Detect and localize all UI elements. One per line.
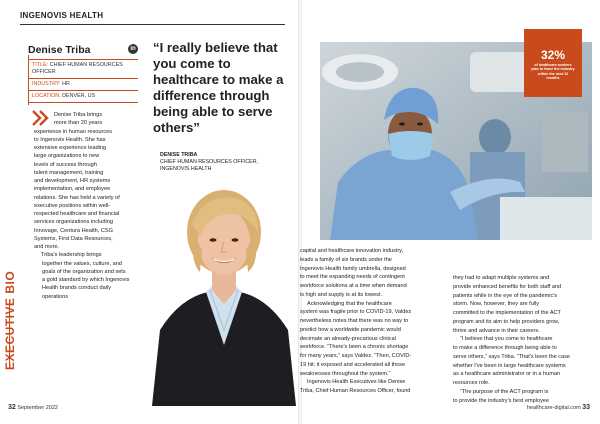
body-line: is high and supply is at its lowest. (300, 291, 383, 298)
body-line: leads a family of six brands under the (300, 256, 392, 263)
body-column-1 (300, 247, 443, 396)
bio-line: Innovage, Centura Health, CSG (34, 227, 113, 234)
bio-title-row (28, 59, 138, 78)
bio-line: Triba's leadership brings (41, 252, 102, 259)
bio-line: Systems, First Data Resources, (34, 235, 113, 242)
body-line: workforce. “There's been a chronic shortage (300, 344, 409, 351)
body-line: as a healthcare administrator or in a human (453, 371, 560, 378)
bio-paragraph-1 (34, 111, 149, 251)
bio-line: large organizations to new (34, 153, 100, 160)
bio-paragraph-2 (34, 251, 149, 301)
body-line: Ingenovis Health Executives like Denise (307, 379, 406, 386)
brand-header: INGENOVIS HEALTH (20, 11, 104, 20)
body-line: decimate an already-precarious clinical (300, 335, 396, 342)
bio-line: and development, HR systems (34, 178, 111, 184)
location-value: DENVER, US (62, 93, 96, 99)
page-number-left: 32 (8, 404, 16, 411)
body-line: program and its aim to help providers grow, (453, 318, 560, 325)
body-line: capital and healthcare innovation industry, (300, 248, 404, 254)
body-line: committed to the implementation of the ACT (453, 310, 561, 316)
body-line: to make a difference through being able to (453, 345, 557, 351)
bio-line: Health brands conduct daily (42, 285, 112, 292)
body-paragraph (300, 300, 443, 379)
quote-org: INGENOVIS HEALTH (160, 166, 212, 172)
footer-date: September 2022 (17, 405, 58, 411)
body-line: serve others,” says Triba. “That's been the case (453, 353, 570, 360)
bio-line: experience in human resources (34, 128, 113, 135)
stat-caption: of healthcare workers plan to leave the industry within the next 12 months (531, 63, 575, 81)
body-line: provide enhanced benefits for both staff and (453, 283, 562, 290)
body-paragraph (300, 378, 443, 396)
header-rule (20, 24, 285, 25)
bio-line: goals of the organization and sets (42, 268, 126, 275)
bio-line: to Ingenovis Health. She has (34, 136, 106, 143)
bio-line: extensive experience leading (34, 145, 107, 151)
body-line: “I believe that you come to healthcare (460, 336, 553, 343)
bio-name: Denise Triba (28, 44, 91, 56)
bio-line: implementation, and employee (34, 186, 111, 193)
footer-right (527, 404, 590, 411)
body-line: for many years,” says Valdez. “Then, COVID- (300, 353, 412, 359)
body-line: to meet the expanding needs of contingent (300, 274, 405, 281)
bio-line: services organizations including (34, 219, 113, 226)
body-line: Triba, Chief Human Resources Officer, found (300, 388, 411, 394)
bio-line: executive positions within well- (34, 202, 111, 209)
body-line: “The purpose of the ACT program is (460, 388, 549, 395)
body-line: weaknesses throughout the system.” (300, 370, 391, 377)
body-paragraph (453, 335, 593, 388)
bio-line: together the values, culture, and (42, 260, 122, 267)
body-line: Ingenovis Health family umbrella, designed (300, 265, 406, 272)
title-value: CHIEF HUMAN RESOURCES OFFICER (32, 62, 123, 75)
page-number-right: 33 (582, 404, 590, 411)
bio-line: relations. She has held a variety of (34, 194, 120, 201)
body-line: workforce solutions at a time when demand (300, 283, 407, 289)
body-line: nevertheless notes that there was no way to (300, 318, 409, 324)
quote-attribution (160, 152, 300, 173)
body-line: whether I've been in large healthcare systems (453, 362, 566, 369)
body-line: resources role. (453, 380, 490, 386)
body-line: storm. Now, however, they are fully (453, 301, 540, 308)
industry-value: HR (62, 81, 70, 87)
quote-name: DENISE TRIBA (160, 152, 198, 158)
bio-line: and more. (34, 244, 60, 250)
stat-value: 32% (540, 48, 566, 62)
body-line: patients while in the eye of the pandemic's (453, 292, 558, 299)
body-line: Acknowledging that the healthcare (307, 300, 392, 307)
stat-box (524, 29, 582, 97)
bio-line: Denise Triba brings (54, 112, 103, 118)
bio-text (34, 111, 149, 301)
bio-line: operations (42, 293, 69, 300)
industry-label: INDUSTRY: (32, 81, 61, 87)
bio-line: a gold standard by which Ingenovis (42, 277, 130, 283)
title-label: TITLE: (32, 62, 49, 68)
bio-line: respected healthcare and financial (34, 211, 120, 217)
bio-line: more than 20 years (54, 120, 103, 127)
body-line: 19 hit; it exposed and accelerated all those (300, 361, 406, 368)
pull-quote: “I really believe that you come to healthcare to make a difference through being able to serve others” (153, 40, 284, 135)
portrait-photo (150, 180, 298, 406)
section-label: EXECUTIVE BIO (3, 270, 17, 370)
bio-card (28, 44, 138, 103)
quote-title: CHIEF HUMAN RESOURCES OFFICER, (160, 159, 258, 165)
body-line: predict how a worldwide pandemic would (300, 326, 401, 333)
linkedin-icon[interactable]: in (128, 44, 138, 54)
body-paragraph (453, 274, 593, 335)
bio-line: talent management, training (34, 169, 104, 176)
body-line: they had to adapt multiple systems and (453, 275, 550, 281)
body-column-2 (453, 274, 593, 405)
body-line: system was fragile prior to COVID-19, Valdez (300, 309, 412, 316)
body-paragraph (453, 388, 593, 406)
bio-line: levels of success through (34, 161, 97, 168)
body-line: to provide the industry's best employee (453, 397, 550, 404)
bio-location-row (28, 90, 138, 103)
body-line: thrive and advance in their careers. (453, 327, 540, 334)
footer-site: healthcare-digital.com (526, 405, 581, 411)
bio-industry-row (28, 78, 138, 90)
body-paragraph (300, 247, 443, 300)
footer-left (8, 404, 58, 411)
location-label: LOCATION: (32, 93, 61, 99)
